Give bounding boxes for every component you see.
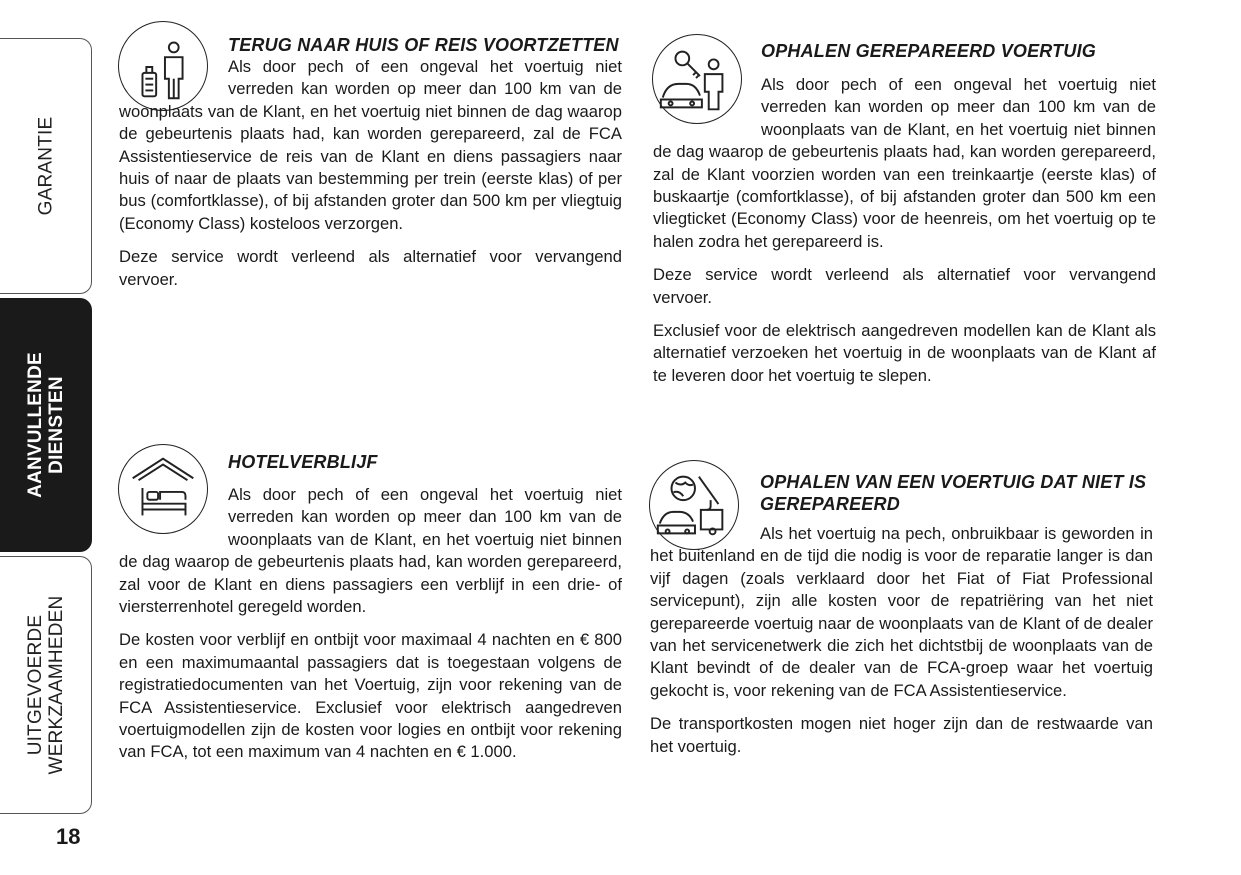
tab-uitgevoerde-werkzaamheden-label: UITGEVOERDE WERKZAAMHEDEN (24, 595, 67, 775)
section-pickup-repaired-paragraph-3: Exclusief voor de elektrisch aangedreven modellen kan de Klant als alternatief verzoeken het voertuig in de woonplaats van de Klant af te leveren door het voertuig te slepen. (653, 321, 1156, 385)
section-pickup-unrepaired-paragraph-1: Als het voertuig na pech, onbruikbaar is geworden in het buitenland en de tijd die nodig is voor de reparatie langer is dan vijf dagen (zoals verklaard door het Fiat of Fiat Professional servicepunt), zijn alle kosten voor de repatriëring van het niet gerepareerde voertuig naar de woonplaats van de Klant of de dealer van het servicenetwerk die zich het dichtstbij de woonplaats van de Klant bevindt of de dealer van de FCA-groep waar het voertuig gekocht is, voor rekening van de FCA Assistentieservice. (650, 524, 1153, 700)
section-pickup-unrepaired (650, 471, 1153, 758)
section-pickup-unrepaired-title: OPHALEN VAN EEN VOERTUIG DAT NIET IS GEREPAREERD (760, 472, 1147, 514)
section-hotel (119, 451, 622, 764)
tab-aanvullende-diensten-label: AANVULLENDE DIENSTEN (24, 352, 67, 498)
tab-uitgevoerde-werkzaamheden[interactable] (0, 556, 92, 814)
section-hotel-title: HOTELVERBLIJF (228, 452, 378, 472)
section-return-home-paragraph-2: Deze service wordt verleend als alternatief voor vervangend vervoer. (119, 247, 622, 289)
page-number: 18 (56, 824, 81, 849)
section-pickup-repaired-paragraph-1: Als door pech of een ongeval het voertuig niet verreden kan worden op meer dan 100 km van de woonplaats van de Klant, en het voertuig niet binnen de dag waarop de gebeurtenis plaats had, kan worden gerepareerd, zal de Klant voorzien worden van een treinkaartje (eerste klas) of buskaartje (comfortklasse), of bij afstanden groter dan 500 km een vliegticket (Economy Class) voor de heenreis, om het voertuig op te halen zodra het gerepareerd is. (653, 75, 1156, 251)
tab-garantie[interactable] (0, 38, 92, 294)
section-hotel-paragraph-2: De kosten voor verblijf en ontbijt voor maximaal 4 nachten en € 800 en een maximumaantal passagiers dat is toegestaan volgens de registratiedocumenten van het Voertuig, zijn voor rekening van de FCA Assistentieservice. Exclusief voor elektrisch aangedreven voertuigmodellen zijn de kosten voor logies en ontbijt voor rekening van FCA, tot een maximum van 4 nachten en € 1.000. (119, 630, 622, 762)
section-pickup-repaired-paragraph-2: Deze service wordt verleend als alternatief voor vervangend vervoer. (653, 265, 1156, 307)
section-pickup-repaired-title: OPHALEN GEREPAREERD VOERTUIG (761, 41, 1096, 61)
section-pickup-repaired (653, 40, 1156, 387)
section-pickup-unrepaired-paragraph-2: De transportkosten mogen niet hoger zijn dan de restwaarde van het voertuig. (650, 714, 1153, 756)
section-return-home-paragraph-1: Als door pech of een ongeval het voertuig niet verreden kan worden op meer dan 100 km van de woonplaats van de Klant, en het voertuig niet binnen de dag waarop de gebeurtenis plaats had, kan worden gerepareerd, zal de FCA Assistentieservice de reis van de Klant en diens passagiers naar huis of naar de plaats van bestemming per trein (eerste klas) of per bus (comfortklasse), of bij afstanden groter dan 500 km per vliegtuig (Economy Class) kosteloos verzorgen. (119, 57, 622, 233)
tab-garantie-label: GARANTIE (35, 116, 56, 216)
section-hotel-paragraph-1: Als door pech of een ongeval het voertuig niet verreden kan worden op meer dan 100 km van de woonplaats van de Klant, en het voertuig niet binnen de dag waarop de gebeurtenis plaats had, kan worden gerepareerd, zal voor de Klant en diens passagiers een verblijf in een drie- of viersterrenhotel geregeld worden. (119, 485, 622, 617)
section-return-home (119, 34, 622, 291)
tab-aanvullende-diensten[interactable] (0, 298, 92, 552)
section-return-home-title: TERUG NAAR HUIS OF REIS VOORTZETTEN (228, 35, 619, 55)
